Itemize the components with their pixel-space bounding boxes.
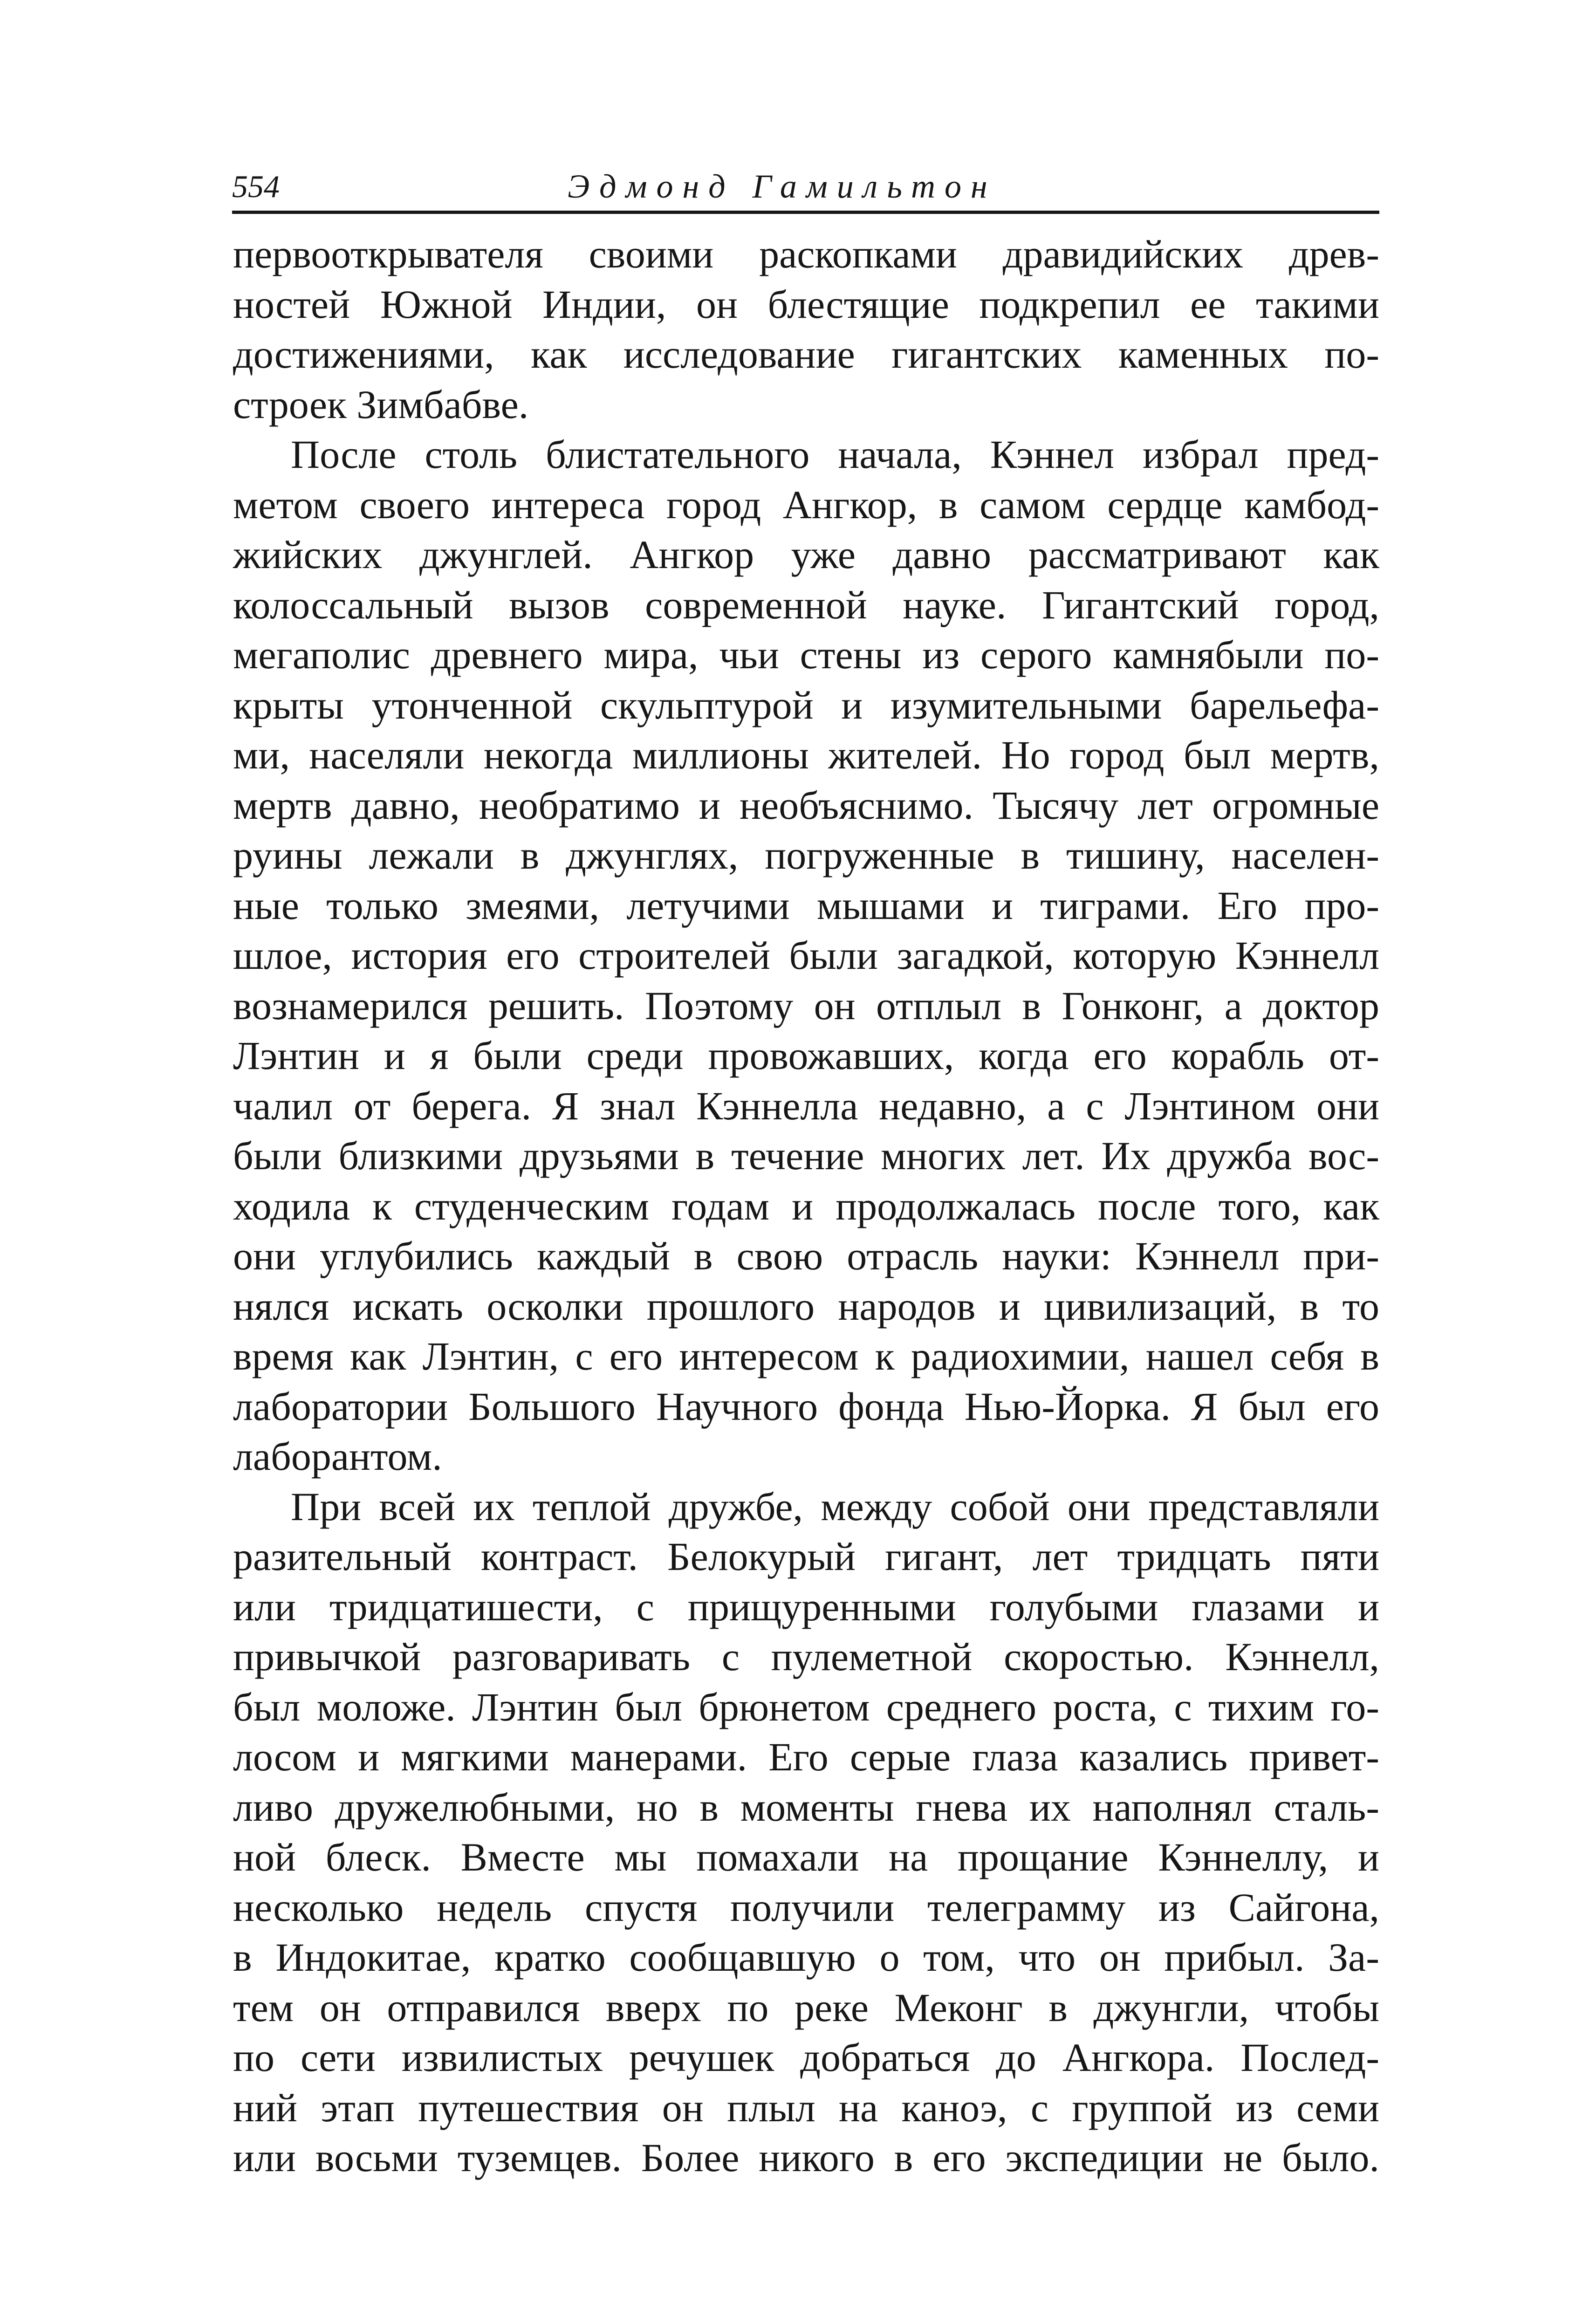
paragraph-2 xyxy=(233,430,1379,1482)
text-line: были близкими друзьями в течение многих лет. Их дружба вос- xyxy=(233,1133,1379,1178)
text-line: первооткрывателя своими раскопками дравидийских древ- xyxy=(233,232,1379,276)
running-title: Эдмонд Гамильтон xyxy=(568,168,997,205)
text-line: достижениями, как исследование гигантских каменных по- xyxy=(233,332,1379,377)
page-number: 554 xyxy=(232,169,280,204)
text-line: несколько недель спустя получили телеграмму из Сайгона, xyxy=(233,1885,1379,1930)
running-header xyxy=(232,158,1379,214)
text-line: или восьми туземцев. Более никого в его экспедиции не было. xyxy=(233,2135,1379,2180)
text-line: привычкой разговаривать с пулеметной скоростью. Кэннелл, xyxy=(233,1634,1379,1679)
text-line: мертв давно, необратимо и необъяснимо. Тысячу лет огромные xyxy=(233,782,1379,828)
text-line: разительный контраст. Белокурый гигант, лет тридцать пяти xyxy=(233,1534,1379,1579)
text-line: метом своего интереса город Ангкор, в самом сердце камбод- xyxy=(233,482,1379,527)
text-line: был моложе. Лэнтин был брюнетом среднего роста, с тихим го- xyxy=(233,1684,1379,1729)
header-rule xyxy=(232,211,1379,214)
text-line: жийских джунглей. Ангкор уже давно рассматривают как xyxy=(233,532,1379,577)
text-line: лосом и мягкими манерами. Его серые глаза казались привет- xyxy=(233,1734,1379,1779)
text-line: нялся искать осколки прошлого народов и цивилизаций, в то xyxy=(233,1283,1379,1329)
text-line: лаборатории Большого Научного фонда Нью-Йорка. Я был его xyxy=(233,1384,1379,1429)
text-line: мегаполис древнего мира, чьи стены из серого камнябыли по- xyxy=(233,632,1379,677)
body-text xyxy=(233,229,1379,2183)
text-line: ми, населяли некогда миллионы жителей. Но город был мертв, xyxy=(233,733,1379,777)
text-line: лаборантом. xyxy=(233,1434,442,1479)
text-line: При всей их теплой дружбе, между собой они представляли xyxy=(291,1484,1379,1529)
text-line: шлое, история его строителей были загадкой, которую Кэннелл xyxy=(233,933,1379,978)
text-line: вознамерился решить. Поэтому он отплыл в Гонконг, а доктор xyxy=(233,983,1379,1028)
text-line: тем он отправился вверх по реке Меконг в джунгли, чтобы xyxy=(233,1985,1379,2030)
text-line: ные только змеями, летучими мышами и тиграми. Его про- xyxy=(233,883,1379,928)
text-line: ний этап путешествия он плыл на каноэ, с группой из семи xyxy=(233,2085,1379,2130)
text-line: После столь блистательного начала, Кэннел избрал пред- xyxy=(291,432,1379,477)
text-line: время как Лэнтин, с его интересом к радиохимии, нашел себя в xyxy=(233,1334,1379,1378)
text-line: Лэнтин и я были среди провожавших, когда его корабль от- xyxy=(233,1033,1379,1078)
text-line: в Индокитае, кратко сообщавшую о том, что он прибыл. За- xyxy=(233,1935,1379,1980)
text-line: ной блеск. Вместе мы помахали на прощание Кэннеллу, и xyxy=(233,1835,1379,1879)
text-line: колоссальный вызов современной науке. Гигантский город, xyxy=(233,582,1379,627)
text-line: строек Зимбабве. xyxy=(233,382,529,427)
text-line: они углубились каждый в свою отрасль науки: Кэннелл при- xyxy=(233,1234,1379,1278)
text-line: чалил от берега. Я знал Кэннелла недавно, а с Лэнтином они xyxy=(233,1083,1379,1128)
text-line: ходила к студенческим годам и продолжалась после того, как xyxy=(233,1183,1379,1228)
text-line: руины лежали в джунглях, погруженные в тишину, населен- xyxy=(233,833,1379,877)
text-line: крыты утонченной скульптурой и изумительными барельефа- xyxy=(233,682,1379,727)
text-line: ливо дружелюбными, но в моменты гнева их наполнял сталь- xyxy=(233,1784,1379,1830)
text-line: ностей Южной Индии, он блестящие подкрепил ее такими xyxy=(233,281,1379,327)
paragraph-1 xyxy=(233,229,1379,430)
text-line: по сети извилистых речушек добраться до Ангкора. Послед- xyxy=(233,2035,1379,2080)
text-line: или тридцатишести, с прищуренными голубыми глазами и xyxy=(233,1584,1379,1629)
paragraph-3 xyxy=(233,1482,1379,2183)
